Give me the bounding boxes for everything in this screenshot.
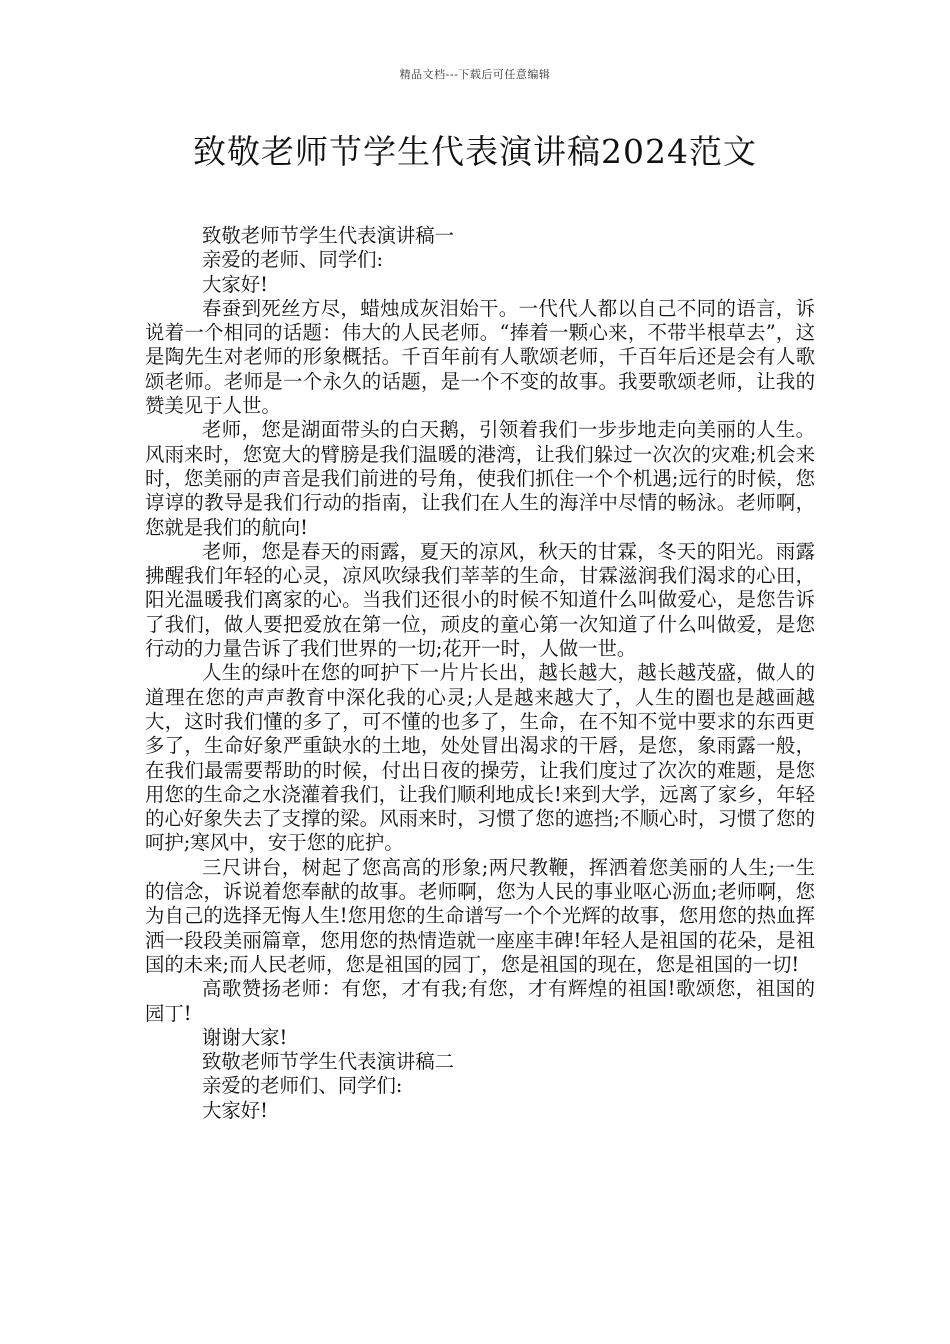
greeting: 大家好! xyxy=(202,272,268,296)
salutation: 亲爱的老师、同学们: xyxy=(202,248,384,272)
header-note: 精品文档---下载后可任意编辑 xyxy=(399,68,551,81)
paragraph: 老师，您是湖面带头的白天鹅，引领着我们一步步地走向美丽的人生。风雨来时，您宽大的臂膀是我们温暖的港湾，让我们躲过一次次的灾难;机会来时，您美丽的声音是我们前进的号角，使我们抓住一个个机遇;远行的时候，您谆谆的教导是我们行动的指南，让我们在人生的海洋中尽情的畅泳。老师啊，您就是我们的航向! xyxy=(145,418,815,539)
paragraph: 老师，您是春天的雨露，夏天的凉风，秋天的甘霖，冬天的阳光。雨露拂醒我们年轻的心灵，凉风吹绿我们莘莘的生命，甘霖滋润我们渴求的心田，阳光温暖我们离家的心。当我们还很小的时候不知道什么叫做爱心，是您告诉了我们，做人要把爱放在第一位，顽皮的童心第一次知道了什么叫做爱，是您行动的力量告诉了我们世界的一切;花开一时，人做一世。 xyxy=(145,539,815,661)
document-body xyxy=(145,224,815,1123)
greeting: 大家好! xyxy=(202,1098,268,1122)
document-title: 致敬老师节学生代表演讲稿2024范文 xyxy=(193,132,757,171)
paragraph: 三尺讲台，树起了您高高的形象;两尺教鞭，挥洒着您美丽的人生;一生的信念，诉说着您奉献的故事。老师啊，您为人民的事业呕心沥血;老师啊，您为自己的选择无悔人生!您用您的生命谱写一个个光辉的故事，您用您的热血挥洒一段段美丽篇章，您用您的热情造就一座座丰碑!年轻人是祖国的花朵，是祖国的未来;而人民老师，您是祖国的园丁，您是祖国的现在，您是祖国的一切! xyxy=(145,855,815,976)
paragraph: 高歌赞扬老师：有您，才有我;有您，才有辉煌的祖国!歌颂您，祖国的园丁! xyxy=(145,977,815,1025)
closing: 谢谢大家! xyxy=(202,1025,288,1049)
paragraph: 春蚕到死丝方尽，蜡烛成灰泪始干。一代代人都以自己不同的语言，诉说着一个相同的话题：伟大的人民老师。“捧着一颗心来，不带半根草去”，这是陶先生对老师的形象概括。千百年前有人歌颂老师，千百年后还是会有人歌颂老师。老师是一个永久的话题，是一个不变的故事。我要歌颂老师，让我的赞美见于人世。 xyxy=(145,296,815,418)
salutation: 亲爱的老师们、同学们: xyxy=(202,1074,403,1098)
section-heading-1: 致敬老师节学生代表演讲稿一 xyxy=(202,224,455,247)
section-heading-2: 致敬老师节学生代表演讲稿二 xyxy=(202,1050,455,1074)
paragraph: 人生的绿叶在您的呵护下一片片长出，越长越大，越长越茂盛，做人的道理在您的声声教育中深化我的心灵;人是越来越大了，人生的圈也是越画越大，这时我们懂的多了，可不懂的也多了，生命，在不知不觉中要求的东西更多了，生命好象严重缺水的土地，处处冒出渴求的干唇，是您，象雨露一般，在我们最需要帮助的时候，付出日夜的操劳，让我们度过了次次的难题，是您用您的生命之水浇灌着我们，让我们顺利地成长!来到大学，远离了家乡，年轻的心好象失去了支撑的梁。风雨来时，习惯了您的遮挡;不顺心时，习惯了您的呵护;寒风中，安于您的庇护。 xyxy=(145,661,815,855)
